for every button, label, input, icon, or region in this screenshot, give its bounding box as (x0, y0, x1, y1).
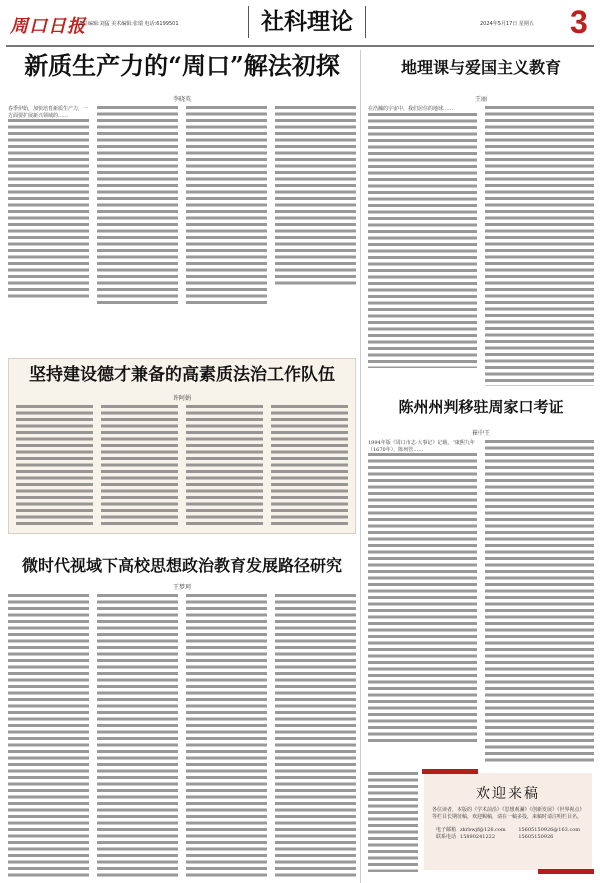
article-title: 坚持建设德才兼备的高素质法治工作队伍 (29, 365, 335, 385)
article-body (368, 440, 594, 762)
article-lead: 春季伊始，加快培育新质生产力，一方面要扩展新兴领域的…… (8, 106, 89, 119)
article-title: 陈州州判移驻周家口考证 (398, 398, 564, 416)
article-body-end (368, 772, 418, 872)
article-title: 新质生产力的“周口”解法初探 (24, 51, 340, 80)
editor-credits: 责任编辑:刘猛 美术编辑:张瑞 电话:6199501 (78, 21, 179, 27)
article-author: 王梦珂 (172, 584, 191, 591)
email-1[interactable]: zkrbwjf@126.com (460, 827, 506, 833)
article-lead: 1994年版《周口市志·大事记》记载，“康熙九年（1670年），陈州管…… (368, 440, 475, 453)
issue-date: 2024年5月17日 星期五 (480, 21, 534, 27)
section-title: 社科理论 (248, 6, 366, 38)
email-label: 电子邮箱 (436, 827, 457, 833)
article-body (8, 594, 356, 879)
article-author: 王丽 (474, 96, 487, 103)
call-for-submissions-box (424, 773, 592, 870)
article-body (16, 405, 348, 525)
phone-2: 15605150926 (518, 834, 554, 840)
page-number: 3 (570, 4, 588, 40)
article-title: 地理课与爱国主义教育 (400, 58, 561, 77)
header-rule (6, 45, 594, 47)
contact-info (424, 825, 592, 843)
article-title: 微时代视域下高校思想政治教育发展路径研究 (21, 556, 342, 575)
box-title: 欢迎来稿 (476, 786, 540, 802)
article-author: 崔中王 (471, 430, 490, 437)
phone-label: 联系电话 (436, 834, 457, 840)
article-author: 许阿娟 (172, 395, 191, 402)
phone-1: 15890241222 (460, 834, 496, 840)
box-body: 各位读者，本版的《学术前沿》《思想观澜》《创新发展》《世界视点》等栏目长期征稿，欢迎赐稿，请在一稿多投，来稿时请注明栏目名。 (432, 807, 583, 820)
email-2[interactable]: 15605150926@163.com (518, 827, 580, 833)
article-lead: 在浩瀚的宇宙中，我们居住的地球…… (368, 106, 454, 112)
newspaper-logo: 周口日报 (10, 16, 86, 37)
article-body (368, 106, 594, 386)
article-author: 李晓英 (172, 96, 191, 103)
article-body (8, 106, 356, 306)
column-divider (360, 50, 361, 883)
